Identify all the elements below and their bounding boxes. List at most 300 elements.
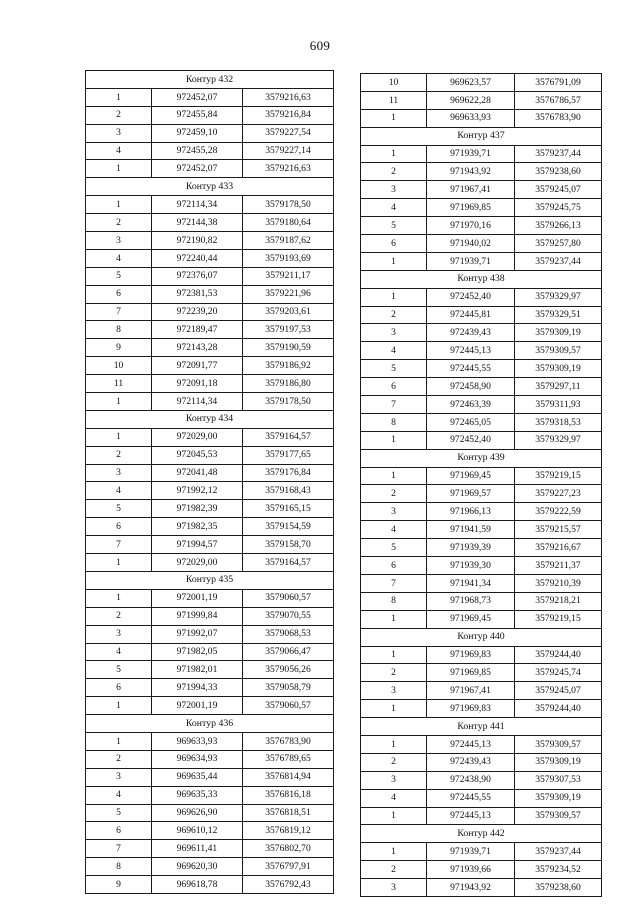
y-coordinate-cell: 3579221,96 (243, 285, 334, 303)
point-number-cell: 10 (361, 74, 427, 92)
contour-header-row (86, 178, 334, 196)
x-coordinate-cell: 972143,28 (152, 339, 243, 357)
table-row (86, 321, 334, 339)
x-coordinate-cell: 969618,78 (152, 876, 243, 894)
x-coordinate-cell: 969626,90 (152, 804, 243, 822)
x-coordinate-cell: 971943,92 (427, 879, 515, 897)
table-row (86, 500, 334, 518)
x-coordinate-cell: 971940,02 (427, 235, 515, 253)
x-coordinate-cell: 972381,53 (152, 285, 243, 303)
table-row (86, 643, 334, 661)
x-coordinate-cell: 971992,12 (152, 482, 243, 500)
point-number-cell: 1 (361, 145, 427, 163)
y-coordinate-cell: 3579329,51 (515, 306, 602, 324)
table-row (361, 843, 602, 861)
y-coordinate-cell: 3579329,97 (515, 431, 602, 449)
point-number-cell: 1 (86, 697, 152, 715)
point-number-cell: 2 (86, 106, 152, 124)
point-number-cell: 1 (361, 700, 427, 718)
x-coordinate-cell: 972445,13 (427, 342, 515, 360)
table-row (361, 109, 602, 127)
table-row (361, 521, 602, 539)
table-row (361, 199, 602, 217)
y-coordinate-cell: 3579257,80 (515, 235, 602, 253)
point-number-cell: 2 (361, 485, 427, 503)
point-number-cell: 2 (86, 214, 152, 232)
table-row (361, 735, 602, 753)
y-coordinate-cell: 3576791,09 (515, 74, 602, 92)
y-coordinate-cell: 3576814,94 (243, 768, 334, 786)
contour-title: Контур 440 (361, 628, 602, 646)
point-number-cell: 6 (361, 378, 427, 396)
table-row (361, 807, 602, 825)
y-coordinate-cell: 3579309,19 (515, 360, 602, 378)
x-coordinate-cell: 972445,81 (427, 306, 515, 324)
contour-title: Контур 434 (86, 410, 334, 428)
y-coordinate-cell: 3579165,15 (243, 500, 334, 518)
y-coordinate-cell: 3579318,53 (515, 413, 602, 431)
table-row (86, 786, 334, 804)
point-number-cell: 1 (361, 646, 427, 664)
x-coordinate-cell: 969633,93 (152, 732, 243, 750)
x-coordinate-cell: 969623,57 (427, 74, 515, 92)
table-row (86, 106, 334, 124)
y-coordinate-cell: 3579164,57 (243, 554, 334, 572)
contour-title: Контур 439 (361, 449, 602, 467)
y-coordinate-cell: 3579178,50 (243, 393, 334, 411)
table-row (361, 700, 602, 718)
x-coordinate-cell: 971982,01 (152, 661, 243, 679)
table-row (86, 124, 334, 142)
point-number-cell: 1 (86, 589, 152, 607)
table-row (361, 861, 602, 879)
point-number-cell: 7 (361, 574, 427, 592)
point-number-cell: 6 (361, 235, 427, 253)
contour-header-row (361, 825, 602, 843)
x-coordinate-cell: 972144,38 (152, 214, 243, 232)
point-number-cell: 9 (86, 876, 152, 894)
point-number-cell: 1 (86, 732, 152, 750)
point-number-cell: 2 (86, 750, 152, 768)
table-row (86, 589, 334, 607)
point-number-cell: 4 (86, 643, 152, 661)
table-row (86, 196, 334, 214)
table-row (86, 750, 334, 768)
x-coordinate-cell: 969611,41 (152, 840, 243, 858)
x-coordinate-cell: 971967,41 (427, 682, 515, 700)
x-coordinate-cell: 972045,53 (152, 446, 243, 464)
x-coordinate-cell: 972438,90 (427, 771, 515, 789)
y-coordinate-cell: 3579309,57 (515, 735, 602, 753)
x-coordinate-cell: 972239,20 (152, 303, 243, 321)
y-coordinate-cell: 3579237,44 (515, 843, 602, 861)
table-row (86, 607, 334, 625)
table-row (86, 249, 334, 267)
x-coordinate-cell: 972445,13 (427, 735, 515, 753)
table-row (361, 181, 602, 199)
x-coordinate-cell: 971969,45 (427, 610, 515, 628)
table-row (86, 357, 334, 375)
page-number: 609 (309, 38, 331, 53)
x-coordinate-cell: 971939,66 (427, 861, 515, 879)
point-number-cell: 5 (86, 500, 152, 518)
y-coordinate-cell: 3579216,63 (243, 160, 334, 178)
y-coordinate-cell: 3579164,57 (243, 428, 334, 446)
y-coordinate-cell: 3579227,14 (243, 142, 334, 160)
point-number-cell: 3 (86, 625, 152, 643)
table-row (86, 285, 334, 303)
table-row (361, 342, 602, 360)
y-coordinate-cell: 3579215,57 (515, 521, 602, 539)
x-coordinate-cell: 972452,40 (427, 431, 515, 449)
point-number-cell: 1 (361, 288, 427, 306)
point-number-cell: 1 (86, 88, 152, 106)
y-coordinate-cell: 3579329,97 (515, 288, 602, 306)
table-row (361, 163, 602, 181)
point-number-cell: 7 (361, 396, 427, 414)
table-row (361, 753, 602, 771)
x-coordinate-cell: 972091,77 (152, 357, 243, 375)
y-coordinate-cell: 3579307,53 (515, 771, 602, 789)
x-coordinate-cell: 971982,39 (152, 500, 243, 518)
point-number-cell: 4 (361, 521, 427, 539)
y-coordinate-cell: 3579178,50 (243, 196, 334, 214)
table-row (361, 557, 602, 575)
x-coordinate-cell: 971994,33 (152, 679, 243, 697)
contour-header-row (86, 410, 334, 428)
point-number-cell: 5 (361, 217, 427, 235)
point-number-cell: 8 (361, 592, 427, 610)
contour-title: Контур 442 (361, 825, 602, 843)
x-coordinate-cell: 971969,85 (427, 199, 515, 217)
y-coordinate-cell: 3579238,60 (515, 163, 602, 181)
contour-header-row (86, 571, 334, 589)
y-coordinate-cell: 3576816,18 (243, 786, 334, 804)
table-row (361, 610, 602, 628)
table-row (86, 482, 334, 500)
x-coordinate-cell: 972114,34 (152, 393, 243, 411)
y-coordinate-cell: 3579297,11 (515, 378, 602, 396)
point-number-cell: 2 (361, 163, 427, 181)
table-row (86, 303, 334, 321)
y-coordinate-cell: 3579068,53 (243, 625, 334, 643)
point-number-cell: 7 (86, 840, 152, 858)
x-coordinate-cell: 971999,84 (152, 607, 243, 625)
point-number-cell: 3 (86, 464, 152, 482)
point-number-cell: 5 (86, 804, 152, 822)
contour-title: Контур 438 (361, 270, 602, 288)
point-number-cell: 1 (361, 431, 427, 449)
table-row (361, 592, 602, 610)
y-coordinate-cell: 3579180,64 (243, 214, 334, 232)
y-coordinate-cell: 3576792,43 (243, 876, 334, 894)
point-number-cell: 1 (361, 610, 427, 628)
point-number-cell: 2 (361, 861, 427, 879)
point-number-cell: 1 (86, 428, 152, 446)
y-coordinate-cell: 3579203,61 (243, 303, 334, 321)
y-coordinate-cell: 3579222,59 (515, 503, 602, 521)
point-number-cell: 2 (86, 607, 152, 625)
y-coordinate-cell: 3579245,07 (515, 181, 602, 199)
point-number-cell: 3 (361, 879, 427, 897)
table-row (86, 88, 334, 106)
y-coordinate-cell: 3579244,40 (515, 700, 602, 718)
y-coordinate-cell: 3579211,37 (515, 557, 602, 575)
point-number-cell: 5 (86, 267, 152, 285)
x-coordinate-cell: 972452,07 (152, 160, 243, 178)
point-number-cell: 8 (361, 413, 427, 431)
point-number-cell: 8 (86, 321, 152, 339)
contour-header-row (86, 71, 334, 89)
contour-title: Контур 433 (86, 178, 334, 196)
y-coordinate-cell: 3579309,57 (515, 342, 602, 360)
table-row (361, 646, 602, 664)
contour-header-row (86, 715, 334, 733)
x-coordinate-cell: 969622,28 (427, 91, 515, 109)
point-number-cell: 1 (86, 160, 152, 178)
x-coordinate-cell: 971982,35 (152, 518, 243, 536)
x-coordinate-cell: 972445,13 (427, 807, 515, 825)
table-row (361, 360, 602, 378)
table-row (86, 428, 334, 446)
y-coordinate-cell: 3576786,57 (515, 91, 602, 109)
x-coordinate-cell: 971970,16 (427, 217, 515, 235)
point-number-cell: 4 (86, 482, 152, 500)
contour-title: Контур 441 (361, 718, 602, 736)
x-coordinate-cell: 972452,07 (152, 88, 243, 106)
y-coordinate-cell: 3576783,90 (515, 109, 602, 127)
point-number-cell: 1 (361, 252, 427, 270)
table-row (361, 485, 602, 503)
x-coordinate-cell: 972190,82 (152, 232, 243, 250)
table-row (86, 446, 334, 464)
table-row (86, 822, 334, 840)
x-coordinate-cell: 972445,55 (427, 789, 515, 807)
x-coordinate-cell: 972458,90 (427, 378, 515, 396)
table-row (86, 697, 334, 715)
y-coordinate-cell: 3579216,84 (243, 106, 334, 124)
coordinates-table-right (360, 73, 602, 897)
x-coordinate-cell: 969633,93 (427, 109, 515, 127)
point-number-cell: 4 (361, 342, 427, 360)
x-coordinate-cell: 972114,34 (152, 196, 243, 214)
x-coordinate-cell: 969635,44 (152, 768, 243, 786)
contour-title: Контур 432 (86, 71, 334, 89)
table-row (86, 214, 334, 232)
y-coordinate-cell: 3579154,59 (243, 518, 334, 536)
contour-title: Контур 435 (86, 571, 334, 589)
x-coordinate-cell: 971939,71 (427, 843, 515, 861)
contour-header-row (361, 718, 602, 736)
point-number-cell: 1 (361, 467, 427, 485)
point-number-cell: 1 (86, 554, 152, 572)
x-coordinate-cell: 971994,57 (152, 536, 243, 554)
point-number-cell: 6 (86, 679, 152, 697)
x-coordinate-cell: 972001,19 (152, 589, 243, 607)
table-row (361, 306, 602, 324)
table-row (361, 431, 602, 449)
table-row (361, 539, 602, 557)
x-coordinate-cell: 972455,84 (152, 106, 243, 124)
x-coordinate-cell: 971969,85 (427, 664, 515, 682)
point-number-cell: 5 (361, 539, 427, 557)
table-row (361, 288, 602, 306)
point-number-cell: 6 (86, 518, 152, 536)
y-coordinate-cell: 3579227,54 (243, 124, 334, 142)
coordinates-table-left (85, 70, 334, 894)
y-coordinate-cell: 3576819,12 (243, 822, 334, 840)
y-coordinate-cell: 3579190,59 (243, 339, 334, 357)
x-coordinate-cell: 971966,13 (427, 503, 515, 521)
left-table-body (86, 71, 334, 894)
x-coordinate-cell: 972459,10 (152, 124, 243, 142)
x-coordinate-cell: 972439,43 (427, 753, 515, 771)
x-coordinate-cell: 971968,73 (427, 592, 515, 610)
x-coordinate-cell: 971969,83 (427, 646, 515, 664)
x-coordinate-cell: 972029,00 (152, 554, 243, 572)
point-number-cell: 4 (361, 789, 427, 807)
y-coordinate-cell: 3579245,74 (515, 664, 602, 682)
point-number-cell: 5 (86, 661, 152, 679)
x-coordinate-cell: 972091,18 (152, 375, 243, 393)
point-number-cell: 3 (361, 181, 427, 199)
x-coordinate-cell: 969634,93 (152, 750, 243, 768)
point-number-cell: 3 (361, 324, 427, 342)
table-row (86, 876, 334, 894)
table-row (86, 232, 334, 250)
point-number-cell: 2 (361, 664, 427, 682)
table-row (86, 160, 334, 178)
contour-header-row (361, 628, 602, 646)
x-coordinate-cell: 971967,41 (427, 181, 515, 199)
point-number-cell: 7 (86, 536, 152, 554)
table-row (86, 464, 334, 482)
x-coordinate-cell: 972439,43 (427, 324, 515, 342)
table-row (361, 217, 602, 235)
table-row (361, 467, 602, 485)
x-coordinate-cell: 972041,48 (152, 464, 243, 482)
y-coordinate-cell: 3579219,15 (515, 610, 602, 628)
table-row (86, 375, 334, 393)
x-coordinate-cell: 972452,40 (427, 288, 515, 306)
point-number-cell: 11 (86, 375, 152, 393)
table-row (86, 142, 334, 160)
y-coordinate-cell: 3579168,43 (243, 482, 334, 500)
table-row (361, 91, 602, 109)
table-row (86, 554, 334, 572)
table-row (86, 267, 334, 285)
point-number-cell: 4 (361, 199, 427, 217)
y-coordinate-cell: 3579158,70 (243, 536, 334, 554)
y-coordinate-cell: 3579227,23 (515, 485, 602, 503)
y-coordinate-cell: 3579176,84 (243, 464, 334, 482)
point-number-cell: 4 (86, 249, 152, 267)
y-coordinate-cell: 3579238,60 (515, 879, 602, 897)
point-number-cell: 11 (361, 91, 427, 109)
table-row (361, 324, 602, 342)
x-coordinate-cell: 971939,39 (427, 539, 515, 557)
x-coordinate-cell: 969620,30 (152, 858, 243, 876)
y-coordinate-cell: 3579244,40 (515, 646, 602, 664)
y-coordinate-cell: 3579197,53 (243, 321, 334, 339)
y-coordinate-cell: 3579060,57 (243, 589, 334, 607)
point-number-cell: 3 (86, 232, 152, 250)
table-row (361, 789, 602, 807)
table-row (361, 664, 602, 682)
y-coordinate-cell: 3579219,15 (515, 467, 602, 485)
table-row (361, 503, 602, 521)
x-coordinate-cell: 971943,92 (427, 163, 515, 181)
point-number-cell: 1 (361, 109, 427, 127)
x-coordinate-cell: 972376,07 (152, 267, 243, 285)
x-coordinate-cell: 972189,47 (152, 321, 243, 339)
point-number-cell: 1 (86, 196, 152, 214)
y-coordinate-cell: 3579070,55 (243, 607, 334, 625)
point-number-cell: 7 (86, 303, 152, 321)
x-coordinate-cell: 972465,05 (427, 413, 515, 431)
point-number-cell: 6 (361, 557, 427, 575)
contour-title: Контур 436 (86, 715, 334, 733)
x-coordinate-cell: 969610,12 (152, 822, 243, 840)
contour-title: Контур 437 (361, 127, 602, 145)
y-coordinate-cell: 3579237,44 (515, 145, 602, 163)
y-coordinate-cell: 3579309,19 (515, 753, 602, 771)
y-coordinate-cell: 3576802,70 (243, 840, 334, 858)
y-coordinate-cell: 3579309,19 (515, 324, 602, 342)
y-coordinate-cell: 3576783,90 (243, 732, 334, 750)
x-coordinate-cell: 971939,71 (427, 252, 515, 270)
y-coordinate-cell: 3579058,79 (243, 679, 334, 697)
y-coordinate-cell: 3579056,26 (243, 661, 334, 679)
x-coordinate-cell: 971982,05 (152, 643, 243, 661)
y-coordinate-cell: 3579245,07 (515, 682, 602, 700)
y-coordinate-cell: 3579066,47 (243, 643, 334, 661)
point-number-cell: 6 (86, 822, 152, 840)
point-number-cell: 3 (86, 768, 152, 786)
y-coordinate-cell: 3579245,75 (515, 199, 602, 217)
point-number-cell: 4 (86, 786, 152, 804)
point-number-cell: 2 (361, 753, 427, 771)
point-number-cell: 1 (361, 807, 427, 825)
x-coordinate-cell: 971969,57 (427, 485, 515, 503)
point-number-cell: 1 (86, 393, 152, 411)
y-coordinate-cell: 3579060,57 (243, 697, 334, 715)
y-coordinate-cell: 3579216,63 (243, 88, 334, 106)
contour-header-row (361, 270, 602, 288)
point-number-cell: 2 (361, 306, 427, 324)
point-number-cell: 3 (86, 124, 152, 142)
contour-header-row (361, 127, 602, 145)
y-coordinate-cell: 3579177,65 (243, 446, 334, 464)
table-row (86, 679, 334, 697)
y-coordinate-cell: 3579186,92 (243, 357, 334, 375)
y-coordinate-cell: 3576789,65 (243, 750, 334, 768)
y-coordinate-cell: 3579193,69 (243, 249, 334, 267)
y-coordinate-cell: 3579309,57 (515, 807, 602, 825)
table-row (361, 378, 602, 396)
table-row (86, 536, 334, 554)
x-coordinate-cell: 971939,71 (427, 145, 515, 163)
point-number-cell: 8 (86, 858, 152, 876)
table-row (86, 768, 334, 786)
y-coordinate-cell: 3579234,52 (515, 861, 602, 879)
point-number-cell: 5 (361, 360, 427, 378)
y-coordinate-cell: 3579210,39 (515, 574, 602, 592)
point-number-cell: 3 (361, 682, 427, 700)
table-row (86, 732, 334, 750)
point-number-cell: 6 (86, 285, 152, 303)
y-coordinate-cell: 3576818,51 (243, 804, 334, 822)
